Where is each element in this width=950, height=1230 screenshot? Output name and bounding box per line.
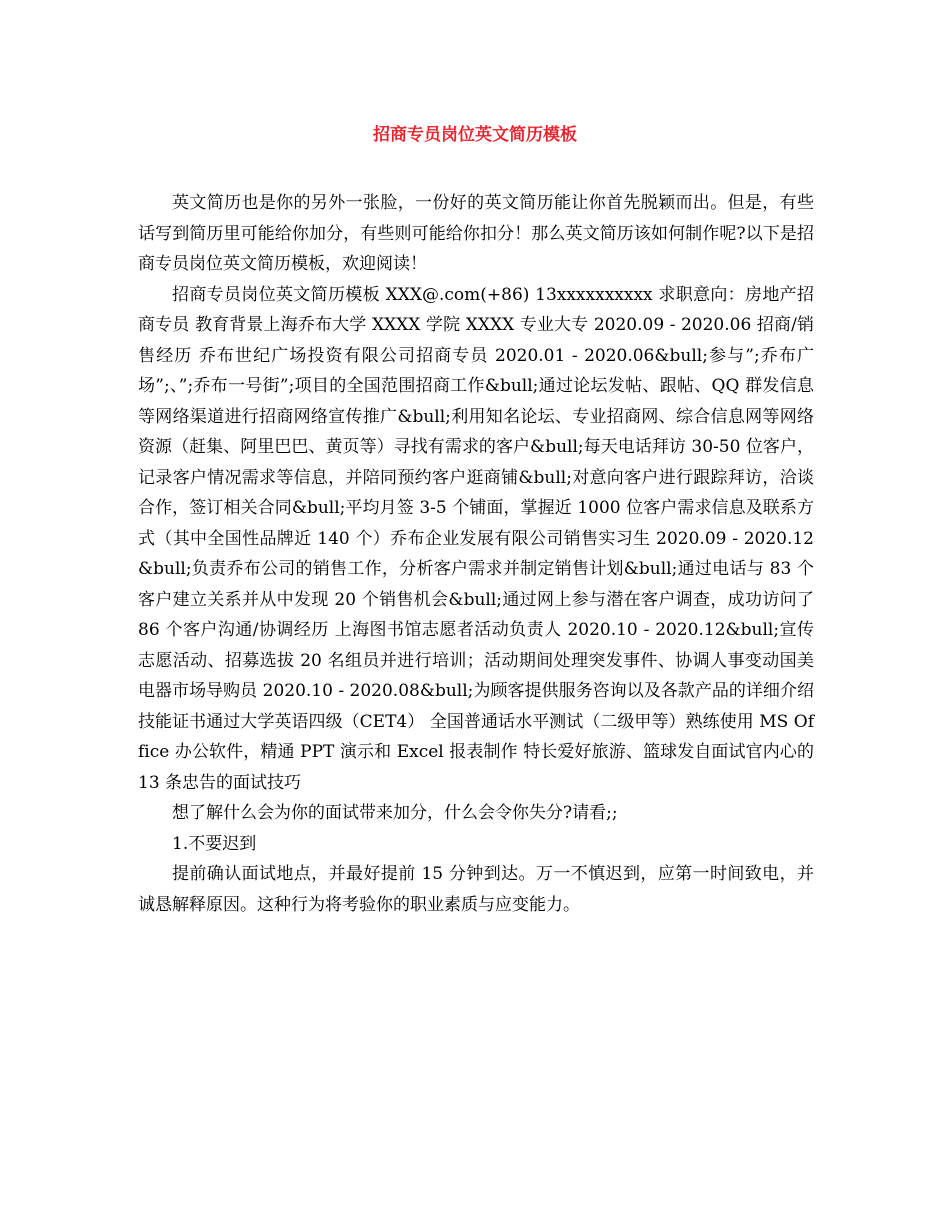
paragraph-resume-template: 招商专员岗位英文简历模板 XXX@.com(+86) 13xxxxxxxxxx 求职意向：房地产招商专员 教育背景上海乔布大学 XXXX 学院 XXXX 专业大专 2020.09 - 2020.06 招商/销售经历 乔布世纪广场投资有限公司招商专员 2020.01 - 2020.06&bull;参与”;乔布广场”;、”;乔布一号街”;项目的全国范围招商工作&bull;通过论坛发帖、跟帖、QQ 群发信息等网络渠道进行招商网络宣传推广&bull;利用知名论坛、专业招商网、综合信息网等网络资源（赶集、阿里巴巴、黄页等）寻找有需求的客户&bull;每天电话拜访 30-50 位客户，记录客户情况需求等信息，并陪同预约客户逛商铺&bull;对意向客户进行跟踪拜访，洽谈合作，签订相关合同&bull;平均月签 3-5 个铺面，掌握近 1000 位客户需求信息及联系方式（其中全国性品牌近 140 个）乔布企业发展有限公司销售实习生 2020.09 - 2020.12&bull;负责乔布公司的销售工作，分析客户需求并制定销售计划&bull;通过电话与 83 个客户建立关系并从中发现 20 个销售机会&bull;通过网上参与潜在客户调查，成功访问了 86 个客户沟通/协调经历 上海图书馆志愿者活动负责人 2020.10 - 2020.12&bull;宣传志愿活动、招募选拔 20 名组员并进行培训；活动期间处理突发事件、协调人事变动国美电器市场导购员 2020.10 - 2020.08&bull;为顾客提供服务咨询以及各款产品的详细介绍技能证书通过大学英语四级（CET4） 全国普通话水平测试（二级甲等）熟练使用 MS Office 办公软件，精通 PPT 演示和 Excel 报表制作 特长爱好旅游、篮球发自面试官内心的 13 条忠告的面试技巧 — [138, 284, 814, 793]
paragraph-tip-heading: 1.不要迟到 — [172, 833, 257, 854]
paragraph-interview-question: 想了解什么会为你的面试带来加分，什么会令你失分?请看;; — [172, 803, 618, 823]
document-body — [138, 188, 814, 920]
paragraph-tip-detail: 提前确认面试地点，并最好提前 15 分钟到达。万一不慎迟到，应第一时间致电，并诚恳解释原因。这种行为将考验你的职业素质与应变能力。 — [138, 864, 814, 915]
paragraph-intro: 英文简历也是你的另外一张脸，一份好的英文简历能让你首先脱颖而出。但是，有些话写到简历里可能给你加分，有些则可能给你扣分！那么英文简历该如何制作呢?以下是招商专员岗位英文简历模板，欢迎阅读！ — [138, 193, 814, 274]
document-title: 招商专员岗位英文简历模板 — [373, 125, 577, 145]
